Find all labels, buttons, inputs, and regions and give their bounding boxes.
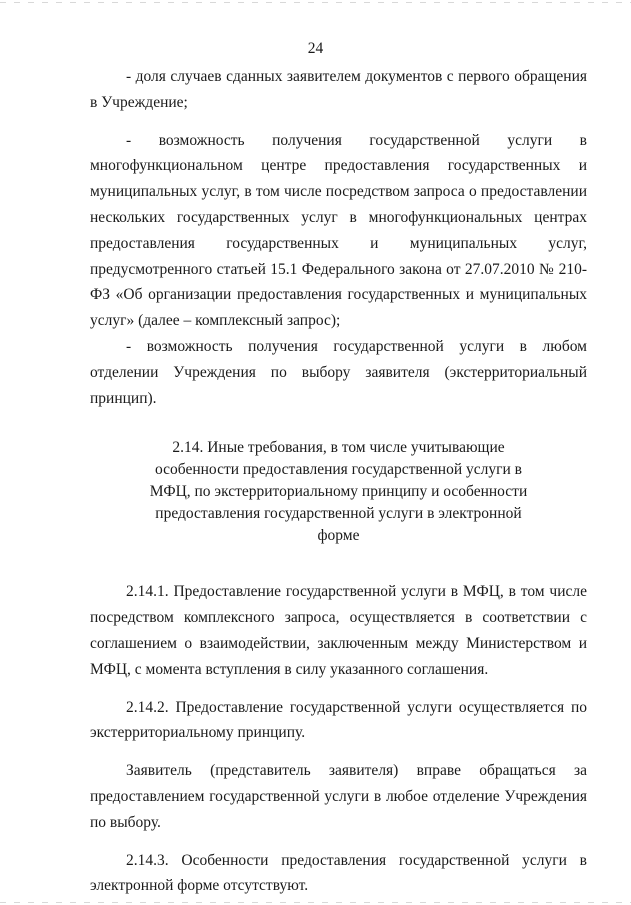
paragraph-2-14-3: 2.14.3. Особенности предоставления государственной услуги в электронной форме отсутствуют. (90, 851, 587, 895)
paragraph-mfc-possibility: - возможность получения государственной услуги в многофункциональном центре предоставления государственных и муниципальных услуг, в том числе посредством запроса о предоставлении нескольких государственных услуг в многофункциональных центрах предоставления государственных и муниципальных услуг, предусмотренного статьей 15.1 Федерального закона от 27.07.2010 № 210-ФЗ «Об организации предоставления государственных и муниципальных услуг» (далее – комплексный запрос); (90, 131, 587, 330)
paragraph-2-14-1: 2.14.1. Предоставление государственной услуги в МФЦ, в том числе посредством комплексного запроса, осуществляется в соответствии с соглашением о взаимодействии, заключенным между Министерством и МФЦ, с момента вступления в силу указанного соглашения. (90, 583, 587, 678)
scan-edge-bottom (0, 902, 631, 903)
paragraph-2-14-2: 2.14.2. Предоставление государственной услуги осуществляется по экстерриториальному принципу. (90, 698, 587, 742)
paragraph-extraterritorial: - возможность получения государственной услуги в любом отделении Учреждения по выбору заявителя (экстерриториальный принцип). (90, 337, 587, 407)
paragraph-documents-share: - доля случаев сданных заявителем документов с первого обращения в Учреждение; (90, 68, 587, 111)
page-number: 24 (307, 40, 324, 57)
document-body (90, 64, 587, 899)
scan-edge-top (0, 2, 631, 3)
section-heading: 2.14. Иные требования, в том числе учитывающие особенности предоставления государственной услуги в МФЦ, по экстерриториальному принципу и особенности предоставления государственной услуги в электронной форме (149, 439, 528, 545)
paragraph-applicant-right: Заявитель (представитель заявителя) вправе обращаться за предоставлением государственной услуги в любое отделение Учреждения по выбору. (90, 762, 587, 831)
